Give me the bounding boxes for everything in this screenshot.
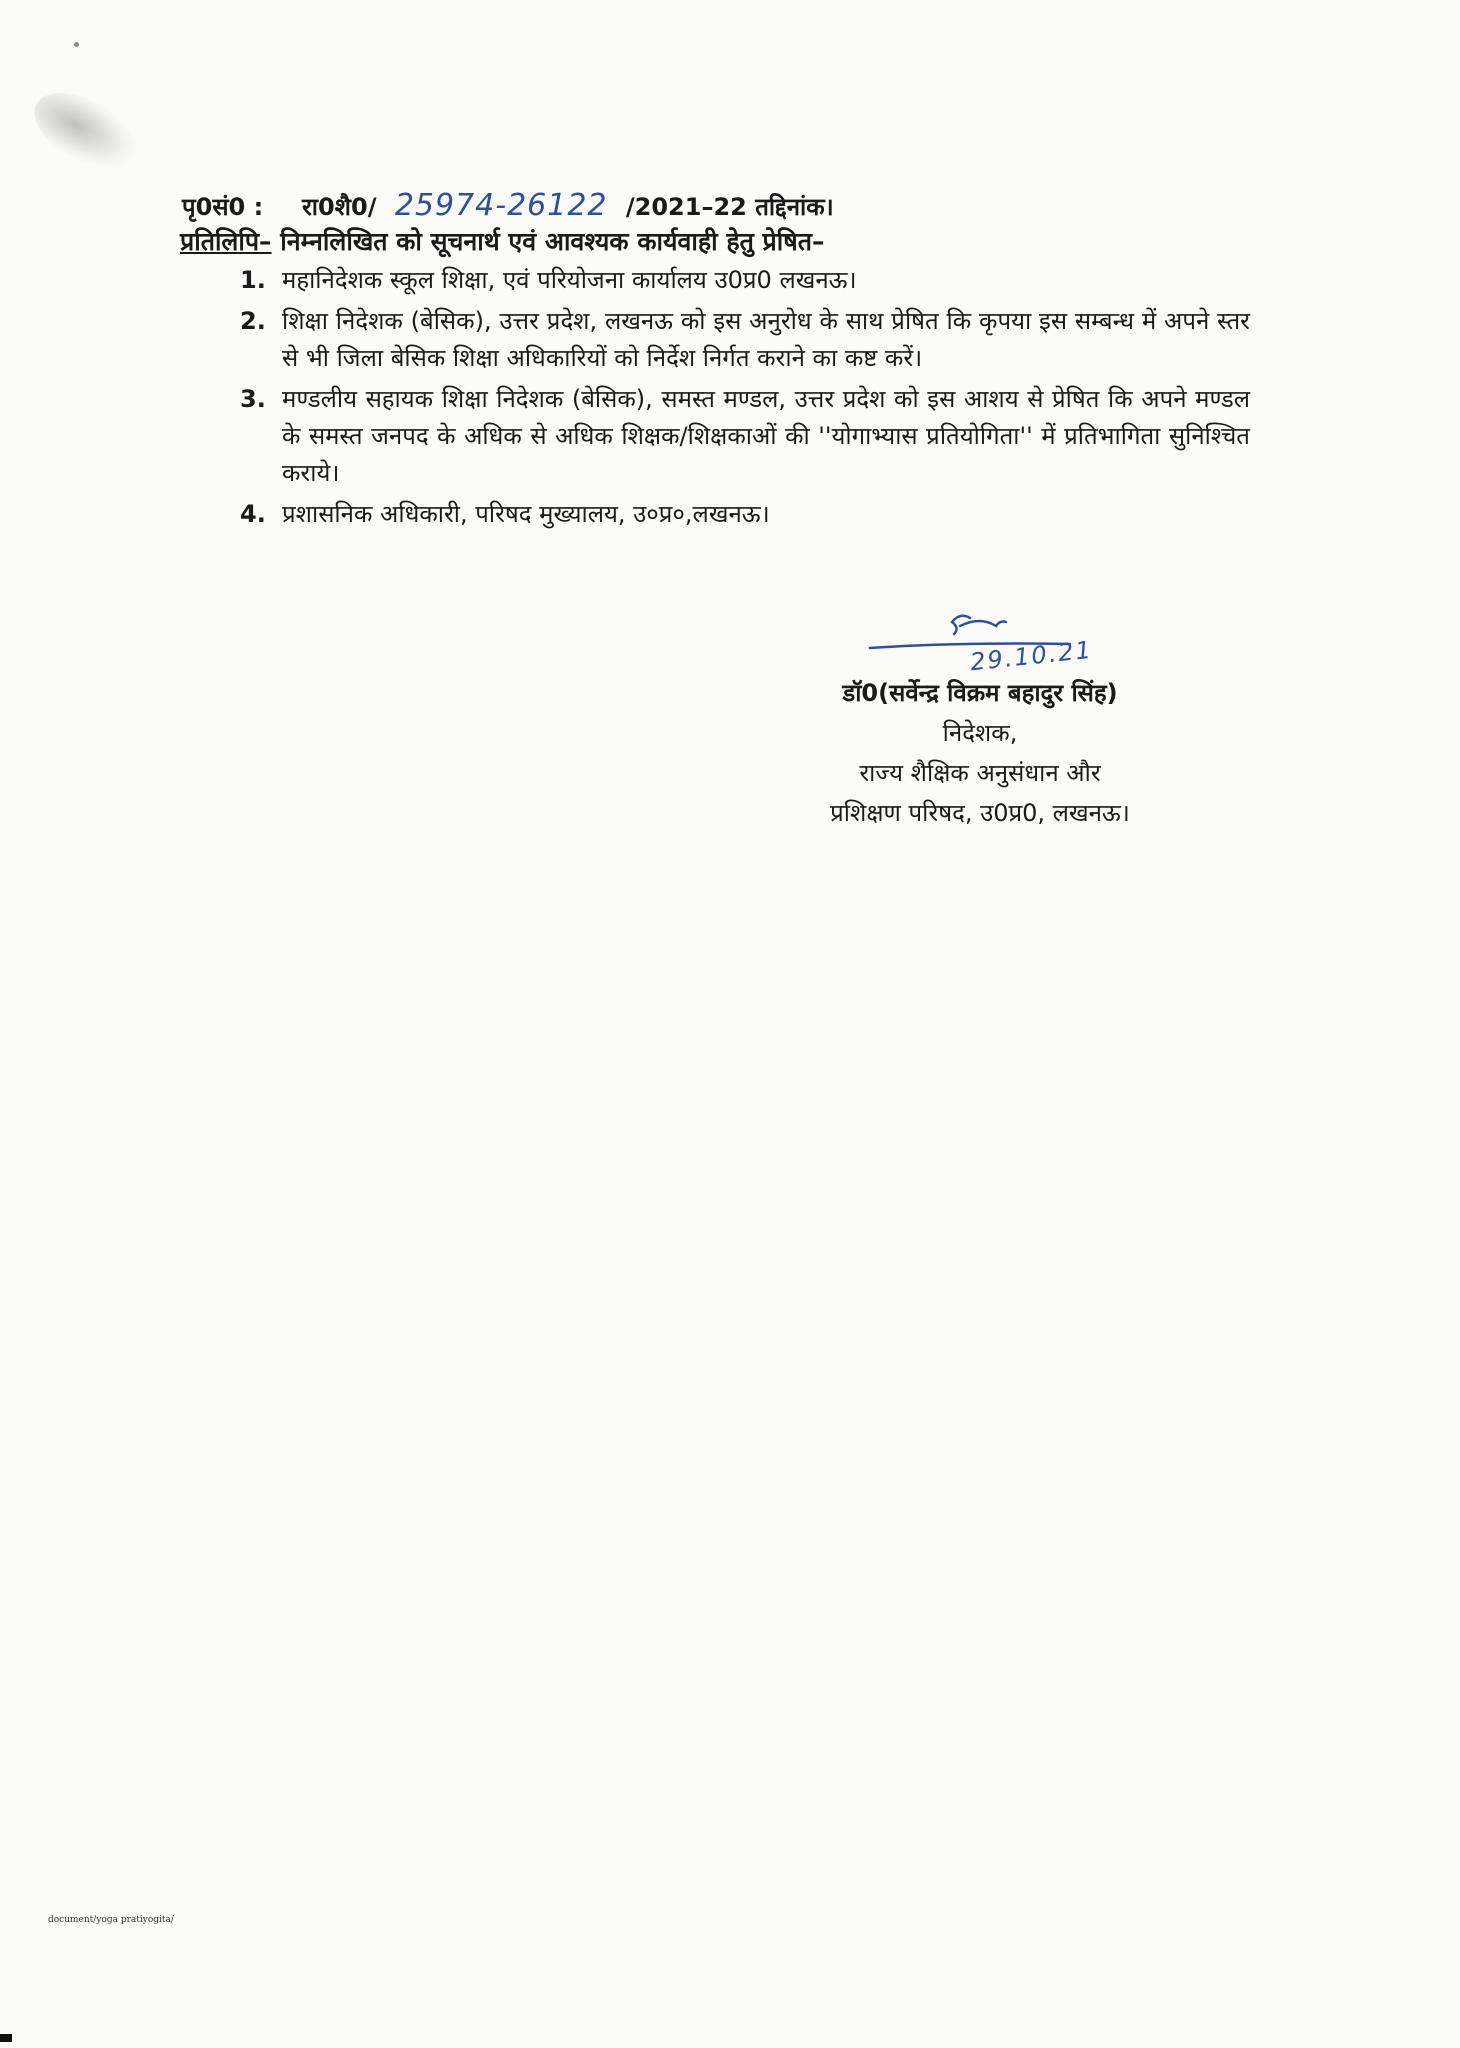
scan-smudge bbox=[22, 78, 147, 183]
reference-line bbox=[182, 188, 1282, 223]
list-item bbox=[240, 496, 1250, 533]
list-item-text: मण्डलीय सहायक शिक्षा निदेशक (बेसिक), समस्त मण्डल, उत्तर प्रदेश को इस आशय से प्रेषित कि अपने मण्डल के समस्त जनपद के अधिक से अधिक शिक्षक/शिक्षकाओं की ''योगाभ्यास प्रतियोगिता'' में प्रतिभागिता सुनिश्चित कराये। bbox=[282, 385, 1250, 487]
signatory-org-line-1: राज्य शैक्षिक अनुसंधान और bbox=[859, 759, 1101, 787]
list-item bbox=[240, 262, 1250, 299]
scan-dot bbox=[74, 42, 79, 47]
copy-line bbox=[180, 224, 1280, 258]
copy-text: निम्नलिखित को सूचनार्थ एवं आवश्यक कार्यवाही हेतु प्रेषित– bbox=[280, 227, 825, 256]
recipient-list bbox=[240, 262, 1250, 537]
list-item-text: महानिदेशक स्कूल शिक्षा, एवं परियोजना कार्यालय उ0प्र0 लखनऊ। bbox=[282, 266, 857, 294]
signatory-title: निदेशक, bbox=[942, 719, 1018, 747]
list-item-number: 3. bbox=[240, 385, 266, 413]
list-item-text: शिक्षा निदेशक (बेसिक), उत्तर प्रदेश, लखनऊ को इस अनुरोध के साथ प्रेषित कि कृपया इस सम्बन्ध में अपने स्तर से भी जिला बेसिक शिक्षा अधिकारियों को निर्देश निर्गत कराने का कष्ट करें। bbox=[282, 307, 1250, 372]
list-item bbox=[240, 381, 1250, 492]
reference-dept-code: रा0शै0/ bbox=[301, 193, 377, 221]
list-item-text: प्रशासनिक अधिकारी, परिषद मुख्यालय, उ०प्र०,लखनऊ। bbox=[282, 500, 770, 528]
reference-number-handwritten: 25974-26122 bbox=[394, 188, 608, 223]
list-item-number: 4. bbox=[240, 500, 266, 528]
reference-suffix: /2021–22 तद्दिनांक। bbox=[625, 193, 834, 221]
footer-file-path: document/yoga pratiyogita/ bbox=[48, 1915, 174, 1925]
list-item-number: 1. bbox=[240, 266, 266, 294]
signatory-org-line-2: प्रशिक्षण परिषद, उ0प्र0, लखनऊ। bbox=[830, 799, 1130, 827]
list-item bbox=[240, 303, 1250, 377]
reference-prefix: पृ0सं0 : bbox=[182, 193, 264, 221]
list-item-number: 2. bbox=[240, 307, 266, 335]
signatory-name: डॉ0(सर्वेन्द्र विक्रम बहादुर सिंह) bbox=[842, 679, 1118, 707]
signature-date: 29.10.21 bbox=[968, 635, 1095, 677]
scan-corner-mark bbox=[0, 2034, 12, 2042]
copy-label: प्रतिलिपि– bbox=[180, 227, 272, 256]
